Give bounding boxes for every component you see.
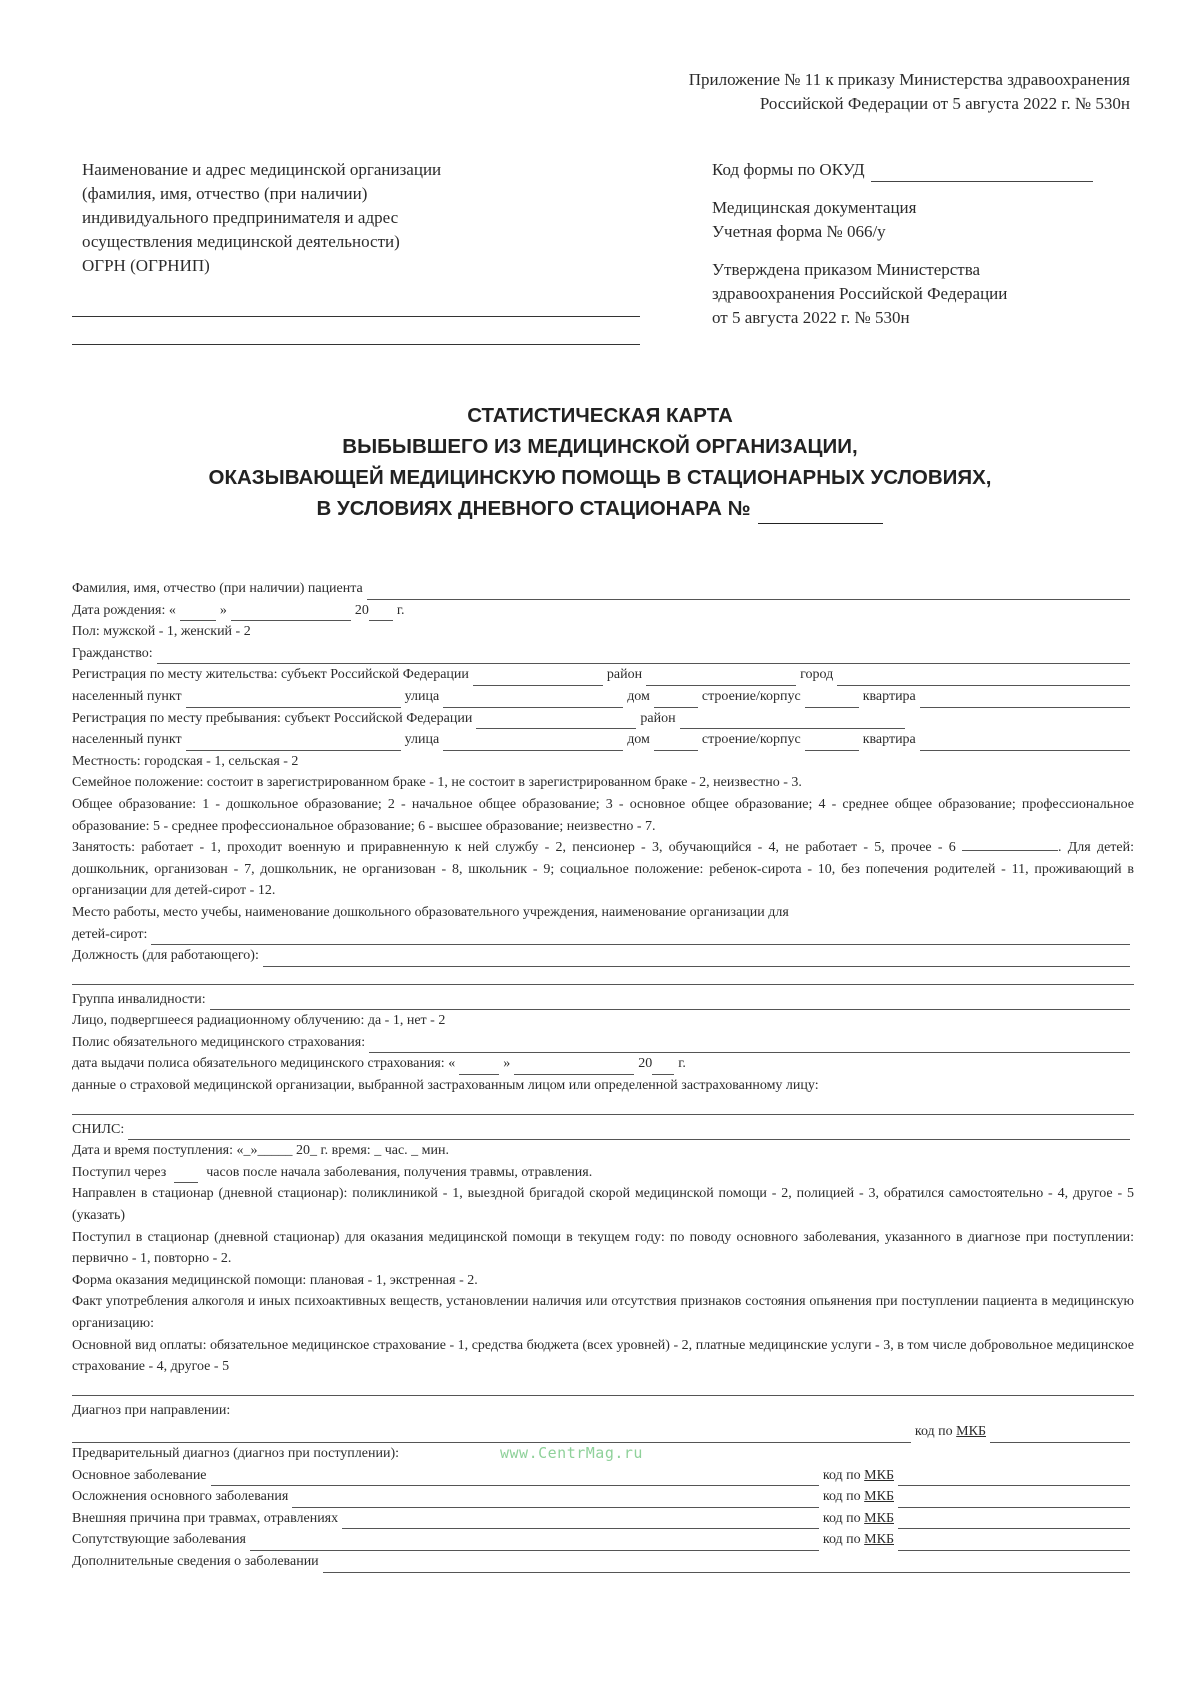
dob-year-suffix: г. [396, 602, 405, 618]
external-icd-label: МКБ [864, 1510, 894, 1526]
locality-label: Местность: городская - 1, сельская - 2 [72, 753, 299, 769]
referral-icd-field[interactable] [990, 1428, 1130, 1443]
reg-stay-district-field[interactable] [680, 714, 905, 729]
admission-datetime-label: Дата и время поступления: «_»_____ 20_ г. время: _ час. _ мин. [72, 1143, 450, 1159]
oms-year-field[interactable] [652, 1060, 674, 1075]
reg-residence-city-field[interactable] [837, 671, 1130, 686]
snils-field[interactable] [128, 1125, 1130, 1140]
education-label: Общее образование: 1 - дошкольное образование; 2 - начальное общее образование; 3 - основное общее образование; 4 - среднее общее образование; профессиональное образование: 5 - среднее профессиональное образование; 6 - высшее образование; неизвестно - 7. [72, 796, 1134, 834]
dob-year-prefix: 20 [354, 602, 369, 618]
approved-line-2: здравоохранения Российской Федерации [712, 284, 1008, 303]
alcohol-label: Факт употребления алкоголя и иных психоактивных веществ, установлении наличия или отсутствия признаков состояния опьянения при поступлении пациента в медицинскую организацию: [72, 1294, 1134, 1331]
oms-month-field[interactable] [514, 1060, 634, 1075]
arrived-after-label-2: часов после начала заболевания, получения травмы, отравления. [206, 1164, 593, 1180]
reg-residence-district-field[interactable] [646, 671, 796, 686]
disability-field[interactable] [210, 995, 1130, 1010]
stay-district-label: район [640, 710, 676, 726]
complications-icd-code-label: код по [822, 1489, 861, 1505]
title-line-2: ВЫБЫВШЕГО ИЗ МЕДИЦИНСКОЙ ОРГАНИЗАЦИИ, [342, 435, 858, 458]
patient-form [72, 578, 1134, 1573]
complications-icd-field[interactable] [898, 1493, 1130, 1508]
org-line-5: ОГРН (ОГРНИП) [82, 256, 210, 275]
additional-info-label: Дополнительные сведения о заболевании [72, 1553, 319, 1569]
stay-house-label: дом [627, 732, 650, 748]
complications-label: Осложнения основного заболевания [72, 1489, 289, 1505]
oms-day-field[interactable] [459, 1060, 499, 1075]
dob-year-field[interactable] [369, 606, 393, 621]
position-field-extra[interactable] [72, 967, 1134, 985]
form-title [100, 400, 1100, 524]
employment-block [72, 837, 1134, 902]
reg-residence-house-field[interactable] [654, 693, 698, 708]
okud-code-label: Код формы по ОКУД [712, 160, 865, 179]
reg-residence-settlement-field[interactable] [186, 693, 401, 708]
okud-block [712, 158, 1142, 330]
prelim-diagnosis-label: Предварительный диагноз (диагноз при поступлении): [72, 1445, 400, 1461]
comorbid-icd-label: МКБ [864, 1532, 894, 1548]
form-number: Учетная форма № 066/у [712, 222, 886, 241]
apartment-label: квартира [862, 688, 916, 704]
org-line-3: индивидуального предпринимателя и адрес [82, 208, 399, 227]
oms-year-suffix: г. [678, 1056, 686, 1072]
card-number-field[interactable] [758, 501, 883, 524]
city-label: город [800, 667, 834, 683]
reg-stay-street-field[interactable] [443, 736, 623, 751]
comorbid-field[interactable] [250, 1536, 819, 1551]
complications-field[interactable] [292, 1493, 819, 1508]
dob-day-field[interactable] [180, 606, 216, 621]
appendix-line-1: Приложение № 11 к приказу Министерства здравоохранения [688, 70, 1130, 89]
oms-policy-label: Полис обязательного медицинского страхования: [72, 1034, 366, 1050]
arrived-after-label-1: Поступил через [72, 1164, 167, 1180]
stay-street-label: улица [404, 732, 440, 748]
referral-diagnosis-field[interactable] [72, 1428, 911, 1443]
approved-line-3: от 5 августа 2022 г. № 530н [712, 308, 910, 327]
reg-residence-street-field[interactable] [443, 693, 623, 708]
workplace-field[interactable] [151, 930, 1130, 945]
fio-label: Фамилия, имя, отчество (при наличии) пациента [72, 581, 363, 596]
sex-label: Пол: мужской - 1, женский - 2 [72, 624, 251, 640]
doc-type: Медицинская документация [712, 198, 917, 217]
external-icd-field[interactable] [898, 1514, 1130, 1529]
external-cause-label: Внешняя причина при травмах, отравлениях [72, 1510, 339, 1526]
house-label: дом [627, 688, 650, 704]
oms-quote: » [503, 1056, 511, 1072]
employment-other-field[interactable] [962, 838, 1058, 851]
workplace-label-2: детей-сирот: [72, 926, 148, 942]
street-label: улица [404, 688, 440, 704]
complications-icd-label: МКБ [864, 1489, 894, 1505]
approved-line-1: Утверждена приказом Министерства [712, 260, 981, 279]
org-line-1: Наименование и адрес медицинской организации [82, 160, 442, 179]
watermark: www.CentrMag.ru [500, 1444, 643, 1462]
org-fill-line-2[interactable] [72, 344, 640, 345]
disability-label: Группа инвалидности: [72, 991, 206, 1007]
reg-stay-settlement-field[interactable] [186, 736, 401, 751]
fio-field[interactable] [367, 585, 1130, 600]
reg-residence-apartment-field[interactable] [920, 693, 1130, 708]
reg-stay-house-field[interactable] [654, 736, 698, 751]
citizenship-field[interactable] [157, 649, 1130, 664]
dob-label: Дата рождения: « [72, 602, 176, 618]
district-label: район [606, 667, 643, 683]
snils-label: СНИЛС: [72, 1121, 125, 1137]
main-disease-label: Основное заболевание [72, 1467, 207, 1483]
arrived-after-hours-field[interactable] [174, 1168, 198, 1183]
reg-stay-label: Регистрация по месту пребывания: субъект Российской Федерации [72, 710, 473, 726]
stay-building-label: строение/корпус [701, 732, 801, 748]
external-cause-field[interactable] [342, 1514, 819, 1529]
external-icd-code-label: код по [822, 1510, 861, 1526]
comorbid-icd-field[interactable] [898, 1536, 1130, 1551]
org-line-4: осуществления медицинской деятельности) [82, 232, 400, 251]
oms-date-label: дата выдачи полиса обязательного медицинского страхования: « [72, 1056, 456, 1072]
additional-info-field[interactable] [323, 1558, 1130, 1573]
appendix-line-2: Российской Федерации от 5 августа 2022 г. № 530н [759, 94, 1130, 113]
appendix-header [540, 68, 1130, 116]
organization-block [82, 158, 642, 278]
oms-year-prefix: 20 [638, 1056, 653, 1072]
marital-label: Семейное положение: состоит в зарегистрированном браке - 1, не состоит в зарегистрированном браке - 2, неизвестно - 3. [72, 775, 802, 791]
payment-label: Основной вид оплаты: обязательное медицинское страхование - 1, средства бюджета (всех уровней) - 2, платные медицинские услуги - 3, в том числе добровольное медицинское страхование - 4, другое - 5 [72, 1337, 1134, 1375]
reg-stay-building-field[interactable] [805, 736, 859, 751]
referral-diagnosis-label: Диагноз при направлении: [72, 1402, 231, 1418]
main-icd-code-label: код по [822, 1467, 861, 1483]
citizenship-label: Гражданство: [72, 645, 153, 661]
main-disease-field[interactable] [211, 1471, 819, 1486]
referred-label: Направлен в стационар (дневной стационар): поликлиникой - 1, выездной бригадой скорой медицинской помощи - 2, полицией - 3, обратился самостоятельно - 4, другое - 5 (указать) [72, 1186, 1134, 1224]
org-fill-line-1[interactable] [72, 316, 640, 317]
insurer-label: данные о страховой медицинской организации, выбранной застрахованным лицом или определенной застрахованному лицу: [72, 1078, 819, 1094]
org-line-2: (фамилия, имя, отчество (при наличии) [82, 184, 368, 203]
comorbid-label: Сопутствующие заболевания [72, 1532, 246, 1548]
referral-icd-code-label: код по [914, 1424, 953, 1440]
employment-label-2: . Для детей: дошкольник, организован - 7, дошкольник, не организован - 8, школьник - 9; социальное положение: ребенок-сирота - 10, без попечения родителей - 11, проживающий в организации для детей-сирот - 12. [72, 840, 1134, 899]
position-field[interactable] [263, 952, 1130, 967]
employment-label-1: Занятость: работает - 1, проходит военную и приравненную к ней службу - 2, пенсионер - 3, обучающийся - 4, не работает - 5, прочее - 6 [72, 840, 956, 856]
dob-quote: » [219, 602, 227, 618]
okud-code-field[interactable] [871, 163, 1093, 182]
title-line-4: В УСЛОВИЯХ ДНЕВНОГО СТАЦИОНАРА № [316, 497, 751, 520]
title-line-3: ОКАЗЫВАЮЩЕЙ МЕДИЦИНСКУЮ ПОМОЩЬ В СТАЦИОНАРНЫХ УСЛОВИЯХ, [208, 466, 992, 489]
admitted-label: Поступил в стационар (дневной стационар) для оказания медицинской помощи в текущем году: по поводу основного заболевания, указанного в диагнозе при поступлении: первично - 1, повторно - 2. [72, 1229, 1134, 1267]
reg-stay-apartment-field[interactable] [920, 736, 1130, 751]
building-label: строение/корпус [701, 688, 801, 704]
payment-other-field[interactable] [72, 1378, 1134, 1396]
reg-residence-subject-field[interactable] [473, 671, 603, 686]
main-icd-label: МКБ [864, 1467, 894, 1483]
radiation-label: Лицо, подвергшееся радиационному облучению: да - 1, нет - 2 [72, 1013, 446, 1029]
workplace-label: Место работы, место учебы, наименование дошкольного образовательного учреждения, наименование организации для [72, 904, 789, 920]
main-icd-field[interactable] [898, 1471, 1130, 1486]
referral-icd-label: МКБ [956, 1424, 986, 1440]
position-label: Должность (для работающего): [72, 948, 259, 964]
oms-policy-field[interactable] [369, 1038, 1130, 1053]
title-line-1: СТАТИСТИЧЕСКАЯ КАРТА [467, 404, 733, 427]
stay-settlement-label: населенный пункт [72, 732, 182, 748]
stay-apartment-label: квартира [862, 732, 916, 748]
reg-residence-label: Регистрация по месту жительства: субъект Российской Федерации [72, 667, 469, 683]
reg-stay-subject-field[interactable] [476, 714, 636, 729]
dob-month-field[interactable] [231, 606, 351, 621]
comorbid-icd-code-label: код по [822, 1532, 861, 1548]
insurer-field[interactable] [72, 1097, 1134, 1115]
settlement-label: населенный пункт [72, 688, 182, 704]
care-form-label: Форма оказания медицинской помощи: плановая - 1, экстренная - 2. [72, 1272, 478, 1288]
reg-residence-building-field[interactable] [805, 693, 859, 708]
